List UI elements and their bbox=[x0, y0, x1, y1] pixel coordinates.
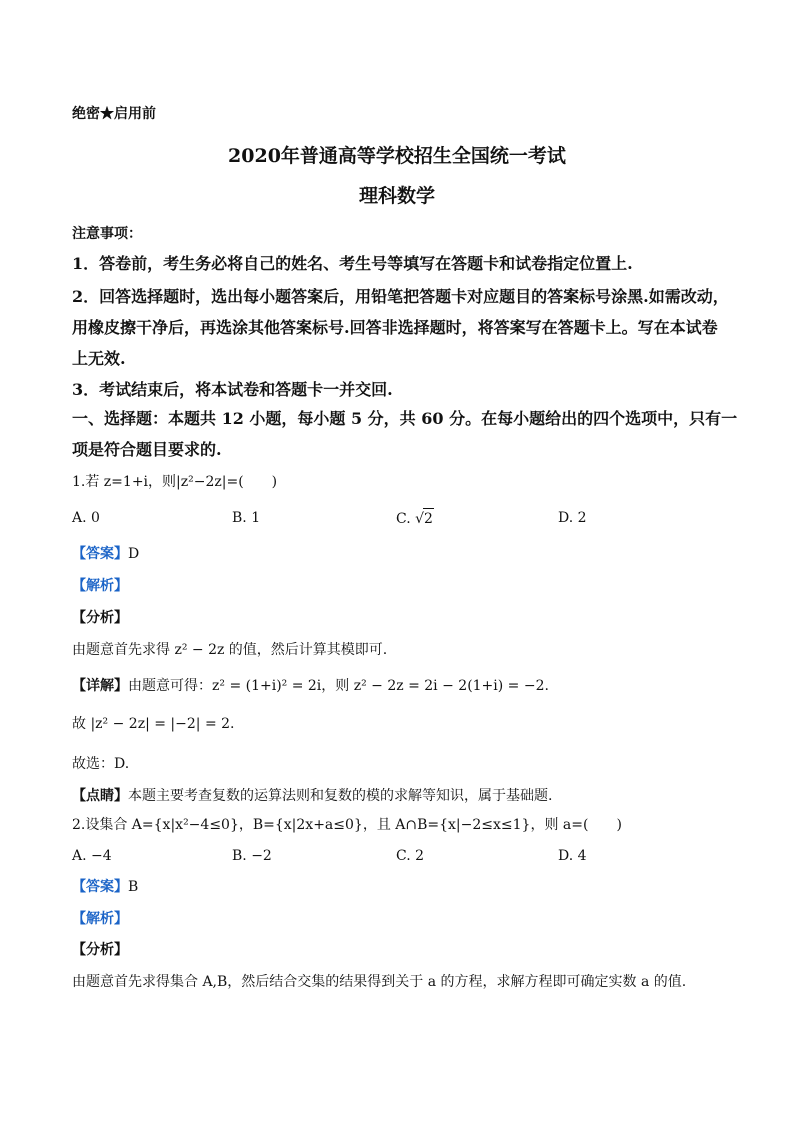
note-item-3: 3．考试结束后，将本试卷和答题卡一并交回. bbox=[72, 380, 393, 399]
q2-answer-value: B bbox=[128, 879, 139, 895]
q2-option-d: D. 4 bbox=[558, 848, 587, 864]
q1-fenxi-label: 【分析】 bbox=[72, 610, 128, 626]
q1-answer-value: D bbox=[128, 546, 140, 562]
q1-option-d: D. 2 bbox=[558, 510, 587, 526]
q1-fenxi-text: 由题意首先求得 z² − 2z 的值，然后计算其模即可. bbox=[72, 642, 388, 658]
q2-option-a: A. −4 bbox=[72, 848, 112, 864]
q1-option-c-label: C. bbox=[396, 511, 411, 527]
q1-dianjing bbox=[72, 786, 552, 806]
section-heading-line-2: 项是符合题目要求的. bbox=[72, 440, 222, 459]
q1-dianjing-label: 【点睛】 bbox=[72, 788, 128, 804]
sqrt-icon: √ bbox=[415, 511, 425, 527]
q1-conclusion: 故 |z² − 2z| = |−2| = 2. bbox=[72, 716, 235, 732]
q1-xiangjie bbox=[72, 676, 549, 696]
q1-option-b: B. 1 bbox=[232, 510, 261, 526]
q2-answer-label: 【答案】 bbox=[72, 879, 128, 895]
notes-heading: 注意事项： bbox=[72, 226, 142, 242]
q2-option-c: C. 2 bbox=[396, 848, 425, 864]
q1-answer-label: 【答案】 bbox=[72, 546, 128, 562]
q2-option-b: B. −2 bbox=[232, 848, 272, 864]
section-heading-line-1: 一、选择题：本题共 12 小题，每小题 5 分，共 60 分。在每小题给出的四个选项中，只有一 bbox=[72, 409, 738, 428]
q1-option-c bbox=[396, 508, 434, 529]
q1-xiangjie-label: 【详解】 bbox=[72, 678, 128, 694]
note-item-1: 1．答卷前，考生务必将自己的姓名、考生号等填写在答题卡和试卷指定位置上. bbox=[72, 254, 633, 273]
q1-option-a: A. 0 bbox=[72, 510, 100, 526]
q2-fenxi-label: 【分析】 bbox=[72, 942, 128, 958]
note-item-2-line-1: 2．回答选择题时，选出每小题答案后，用铅笔把答题卡对应题目的答案标号涂黑.如需改动， bbox=[72, 287, 729, 306]
note-item-2-line-3: 上无效. bbox=[72, 349, 126, 368]
q1-answer bbox=[72, 544, 139, 564]
q2-jiexi-label: 【解析】 bbox=[72, 911, 128, 927]
note-item-2-line-2: 用橡皮擦干净后，再选涂其他答案标号.回答非选择题时，将答案写在答题卡上。写在本试卷 bbox=[72, 318, 718, 337]
q1-stem: 1.若 z=1+i，则|z²−2z|=( ) bbox=[72, 474, 278, 490]
q1-xiangjie-text: 由题意可得：z² = (1+i)² = 2i，则 z² − 2z = 2i − 2(1+i) = −2. bbox=[128, 678, 549, 694]
exam-title: 2020年普通高等学校招生全国统一考试 bbox=[228, 145, 566, 167]
q1-jiexi-label: 【解析】 bbox=[72, 578, 128, 594]
q1-final-choice: 故选：D. bbox=[72, 756, 130, 772]
q2-answer bbox=[72, 877, 138, 897]
q2-stem: 2.设集合 A={x|x²−4≤0}，B={x|2x+a≤0}，且 A∩B={x|−2≤x≤1}，则 a=( ) bbox=[72, 817, 622, 833]
q1-option-c-radicand: 2 bbox=[423, 508, 434, 529]
q1-dianjing-text: 本题主要考查复数的运算法则和复数的模的求解等知识，属于基础题. bbox=[128, 788, 553, 804]
subject-title: 理科数学 bbox=[358, 185, 435, 207]
q2-fenxi-text: 由题意首先求得集合 A,B，然后结合交集的结果得到关于 a 的方程，求解方程即可确定实数 a 的值. bbox=[72, 974, 687, 990]
confidential-mark: 绝密★启用前 bbox=[72, 106, 156, 122]
